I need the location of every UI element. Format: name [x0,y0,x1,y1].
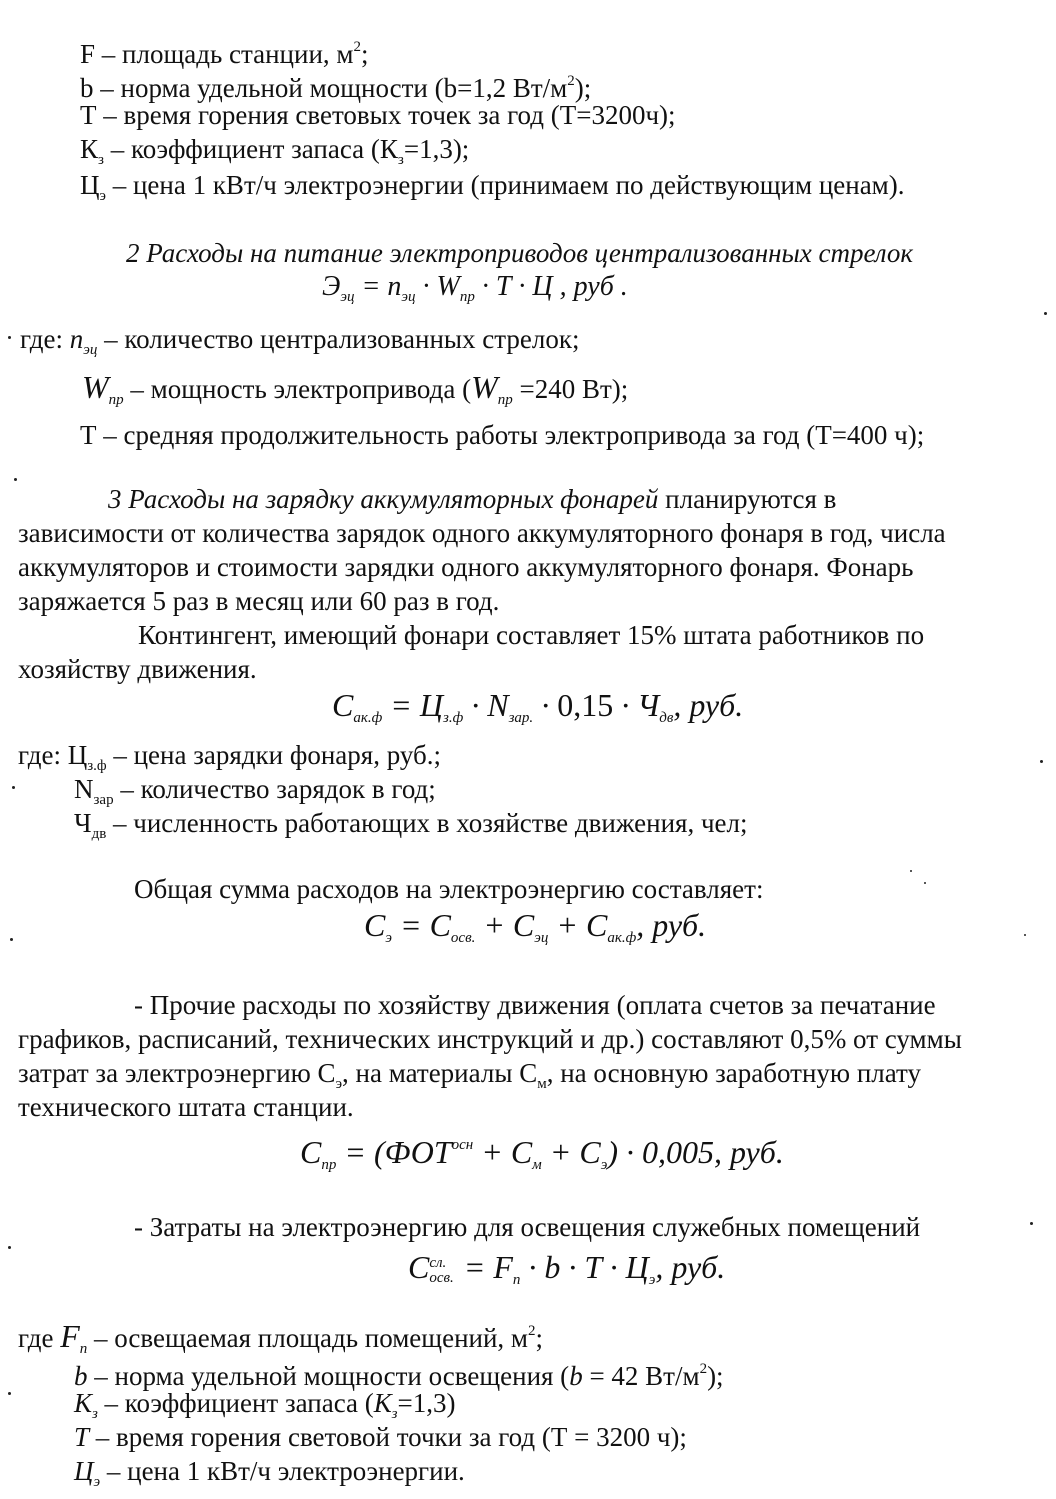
text: = 42 Вт/м [582,1361,700,1391]
sup-sub-stack [429,1256,453,1286]
scan-speck [1044,312,1047,315]
text: , на материалы С [342,1058,538,1088]
scan-speck [14,478,17,481]
paragraph-line: хозяйству движения. [18,654,257,684]
formula-other [300,1128,784,1182]
formula-total [364,908,706,955]
formula-op: · [415,271,437,302]
formula-term: b [569,1361,583,1391]
subscript: пр [321,1157,337,1173]
formula-term: С [579,1134,601,1170]
formula-term: ФОТ [384,1134,452,1170]
formula-term: Ц [532,271,553,302]
text: F – площадь станции, м [80,39,354,69]
subscript: з [98,152,104,168]
formula-term: К [74,1388,92,1418]
formula-op: + [473,1134,511,1170]
superscript: осн [451,1137,474,1153]
subscript: э [648,1272,656,1288]
formula-term: · b · T · Ц [520,1249,649,1285]
scan-speck [10,938,13,941]
text: ; [361,39,369,69]
subscript: э [385,930,392,946]
text: =240 Вт); [512,374,629,404]
formula-term: Ч [637,687,660,723]
scan-speck [1040,760,1043,763]
subscript: пр [108,392,124,408]
text: N [74,774,94,804]
subscript: осв. [429,1270,454,1286]
def-switch-count [20,322,580,367]
text: – цена 1 кВт/ч электроэнергии (принимаем по действующим ценам). [105,170,905,200]
formula-term: N [487,687,509,723]
subscript: э [600,1157,608,1173]
formula-tail: , руб . [552,271,628,302]
text: b – норма удельной мощности (b=1,2 Вт/м [80,73,568,103]
formula-term: W [471,369,498,405]
subscript: эц [83,342,98,358]
formula-op: · [613,687,638,723]
subscript: дв [91,826,107,842]
def-staff-count [74,806,748,851]
text: затрат за электроэнергию С [18,1058,336,1088]
paragraph-line: - Затраты на электроэнергию для освещения служебных помещений [134,1212,921,1242]
scan-speck [8,1392,11,1395]
text: планируются в [658,484,837,514]
def-energy-price-2 [74,1454,465,1499]
formula-switches [322,270,628,314]
formula-term: Ц [74,1456,94,1486]
subscript: зар. [508,710,534,726]
formula-term: Ц [419,687,443,723]
formula-term: W [436,271,460,302]
subscript: з [391,1406,398,1422]
formula-tail: , руб. [673,687,744,723]
subscript: эц [401,289,416,305]
text: – количество зарядок в год; [113,774,436,804]
total-heading: Общая сумма расходов на электроэнергию составляет: [134,874,764,904]
superscript: 2 [353,39,361,55]
text: =1,3); [403,134,470,164]
text: – время горения световой точки за год (Т = 3200 ч); [89,1422,687,1452]
def-drive-time: Т – средняя продолжительность работы электропривода за год (Т=400 ч); [80,420,925,450]
subscript: з.ф [87,758,107,774]
formula-op: · [533,687,558,723]
formula-term: Т [495,271,512,302]
formula-op: = [382,687,420,723]
subscript: м [532,1157,542,1173]
text: – коэффициент запаса (К [103,134,398,164]
section-heading-switches: 2 Расходы на питание электроприводов централизованных стрелок [126,238,914,268]
subscript: з [397,152,404,168]
superscript: 2 [567,73,575,89]
subscript: пр [459,289,475,305]
formula-term: n [69,324,84,354]
superscript: 2 [528,1323,536,1339]
text: где: [20,324,70,354]
formula-term: b [74,1361,88,1391]
subscript: э [99,188,106,204]
subscript: з.ф [442,710,464,726]
formula-tail: ) · 0,005, руб. [607,1134,784,1170]
formula-term: С [332,687,354,723]
formula-term: С [585,907,608,943]
formula-op: = ( [336,1134,385,1170]
formula-op: + [475,907,513,943]
text: где [18,1323,61,1353]
paragraph-line: - Прочие расходы по хозяйству движения (оплата счетов за печатание [134,990,936,1020]
text: Ч [74,808,92,838]
text: – мощность электропривода ( [123,374,472,404]
formula-tail: , руб. [636,907,707,943]
subscript: э [335,1076,343,1092]
formula-term: Т [74,1422,90,1452]
def-burn-time-2 [74,1420,687,1454]
formula-term: С [429,907,451,943]
subscript: э [93,1474,101,1490]
formula-term: С [408,1249,430,1285]
heading-text: 3 Расходы на зарядку аккумуляторных фонарей [108,484,659,514]
paragraph-line: аккумуляторов и стоимости зарядки одного аккумуляторного фонаря. Фонарь [18,552,914,582]
text: – норма удельной мощности освещения ( [87,1361,570,1391]
formula-lighting [408,1250,725,1297]
superscript: 2 [699,1361,708,1377]
formula-term: К [373,1388,392,1418]
formula-term: С [512,907,535,943]
scan-speck [8,336,11,339]
subscript: осв. [450,930,476,946]
formula-term: F [60,1318,80,1354]
formula-op: + [548,907,586,943]
section-heading-lanterns [108,482,836,516]
paragraph-line: зависимости от количества зарядок одного аккумуляторного фонаря в год, числа [18,518,946,548]
text: ; [535,1323,544,1353]
formula-term: 0,15 [557,687,614,723]
text: – цена 1 кВт/ч электроэнергии. [100,1456,465,1486]
scan-speck [924,882,926,884]
text: – количество централизованных стрелок; [97,324,580,354]
paragraph-line: технического штата станции. [18,1092,354,1122]
formula-term: F [493,1249,513,1285]
scan-speck [12,786,15,789]
text: – численность работающих в хозяйстве движения, чел; [106,808,748,838]
subscript: пр [497,392,513,408]
text: – цена зарядки фонаря, руб.; [106,740,441,770]
scan-speck [910,870,912,872]
paragraph-line: заряжается 5 раз в месяц или 60 раз в год. [18,586,500,616]
def-drive-power [82,370,628,417]
subscript: м [537,1076,547,1092]
formula-term: Э [322,271,341,302]
def-burn-time: Т – время горения световых точек за год (Т=3200ч); [80,100,676,130]
text: – освещаемая площадь помещений, м [87,1323,529,1353]
paragraph-line: Контингент, имеющий фонари составляет 15% штата работников по [138,620,925,650]
text: ); [707,1361,724,1391]
text: Ц [80,170,100,200]
formula-op: + [541,1134,580,1170]
formula-op: = [455,1249,494,1285]
text: , на основную заработную плату [546,1058,921,1088]
formula-op: · [474,271,496,302]
text: – коэффициент запаса ( [97,1388,374,1418]
text: К [80,134,99,164]
formula-op: = [391,907,430,943]
formula-lanterns [332,688,743,735]
subscript: дв [659,710,674,726]
scan-speck [1030,1222,1033,1225]
subscript: п [79,1341,88,1357]
subscript: ак.ф [353,710,383,726]
formula-op: = [354,271,388,302]
formula-op: · [511,271,533,302]
subscript: з [91,1406,98,1422]
subscript: п [512,1272,521,1288]
formula-term: С [364,907,386,943]
text: ); [574,73,592,103]
scan-speck [8,1246,11,1249]
formula-term: n [387,271,402,302]
formula-term: С [300,1134,322,1170]
text: где: Ц [18,740,88,770]
subscript: ак.ф [607,930,637,946]
formula-tail: , руб. [655,1249,726,1285]
formula-op: · [463,687,488,723]
paragraph-line: графиков, расписаний, технических инструкций и др.) составляют 0,5% от суммы [18,1024,962,1054]
formula-term: W [82,369,109,405]
def-energy-price [80,168,905,213]
subscript: эц [340,289,355,305]
subscript: зар [93,792,114,808]
scan-speck [1024,934,1026,936]
subscript: эц [534,930,549,946]
superscript: сл. [429,1255,447,1271]
text: =1,3) [397,1388,456,1418]
formula-term: С [510,1134,533,1170]
